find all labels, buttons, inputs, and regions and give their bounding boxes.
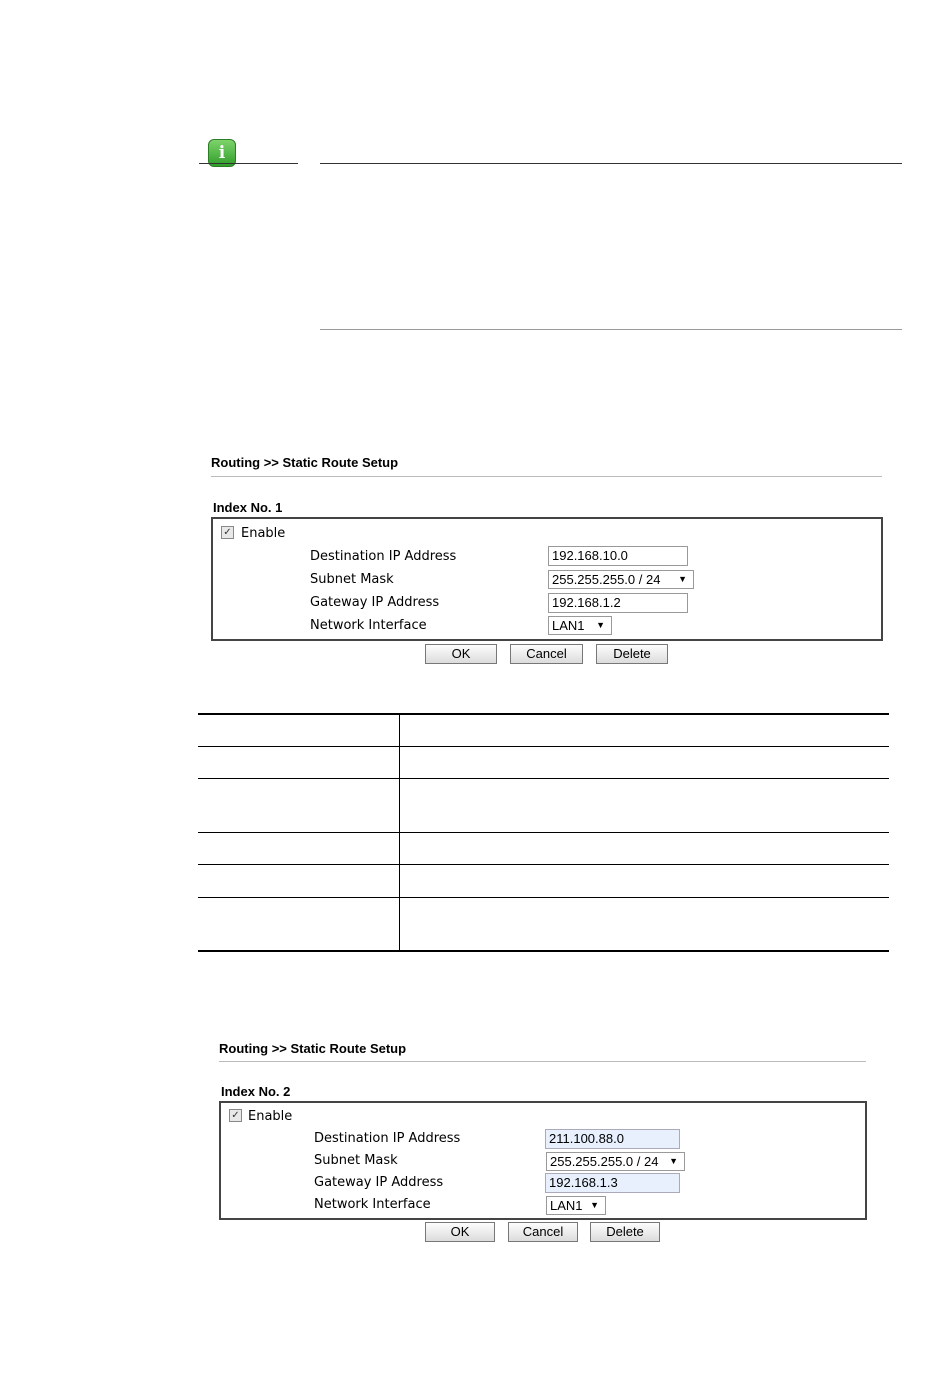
destination-ip-input[interactable]: 192.168.10.0 [548, 546, 688, 566]
network-interface-value: LAN1 [550, 1198, 583, 1213]
dropdown-arrow-icon: ▼ [669, 1156, 678, 1166]
note-bottom-rule [320, 329, 902, 330]
cancel-button[interactable]: Cancel [510, 644, 583, 664]
gateway-ip-input[interactable]: 192.168.1.2 [548, 593, 688, 613]
table-top-rule [198, 713, 889, 715]
table-row-rule [198, 746, 889, 747]
network-interface-label: Network Interface [314, 1197, 431, 1212]
destination-ip-input[interactable]: 211.100.88.0 [545, 1129, 680, 1149]
network-interface-label: Network Interface [310, 618, 427, 633]
title-rule [219, 1061, 866, 1062]
gateway-ip-label: Gateway IP Address [310, 595, 440, 610]
subnet-mask-select[interactable] [548, 570, 694, 589]
table-row-rule [198, 897, 889, 898]
dropdown-arrow-icon: ▼ [596, 620, 605, 630]
ok-button[interactable]: OK [425, 1222, 495, 1242]
subnet-mask-label: Subnet Mask [310, 572, 394, 587]
cancel-button[interactable]: Cancel [508, 1222, 578, 1242]
subnet-mask-select[interactable] [546, 1152, 685, 1171]
title-rule [211, 476, 882, 477]
enable-checkbox[interactable]: ✓ [229, 1109, 242, 1122]
network-interface-select[interactable] [548, 616, 612, 635]
destination-ip-label: Destination IP Address [310, 549, 457, 564]
page-title: Routing >> Static Route Setup [219, 1041, 407, 1056]
table-column-divider [399, 715, 400, 950]
subnet-mask-label: Subnet Mask [314, 1153, 398, 1168]
table-row-rule [198, 832, 889, 833]
enable-label: Enable [248, 1109, 293, 1124]
dropdown-arrow-icon: ▼ [678, 574, 687, 584]
dropdown-arrow-icon: ▼ [590, 1200, 599, 1210]
subnet-mask-value: 255.255.255.0 / 24 [550, 1154, 659, 1169]
network-interface-select[interactable] [546, 1196, 606, 1215]
gateway-ip-label: Gateway IP Address [314, 1175, 444, 1190]
delete-button[interactable]: Delete [590, 1222, 660, 1242]
info-icon: i [208, 139, 236, 167]
note-divider [199, 163, 298, 164]
index-label: Index No. 1 [213, 500, 283, 515]
enable-checkbox[interactable]: ✓ [221, 526, 234, 539]
subnet-mask-value: 255.255.255.0 / 24 [552, 572, 661, 587]
note-top-rule [320, 163, 902, 164]
index-label: Index No. 2 [221, 1084, 291, 1099]
table-row-rule [198, 778, 889, 779]
gateway-ip-input[interactable]: 192.168.1.3 [545, 1173, 680, 1193]
page-title: Routing >> Static Route Setup [211, 455, 399, 470]
table-row-rule [198, 864, 889, 865]
table-bottom-rule [198, 950, 889, 952]
ok-button[interactable]: OK [425, 644, 497, 664]
delete-button[interactable]: Delete [596, 644, 668, 664]
network-interface-value: LAN1 [552, 618, 585, 633]
enable-label: Enable [241, 526, 286, 541]
destination-ip-label: Destination IP Address [314, 1131, 461, 1146]
